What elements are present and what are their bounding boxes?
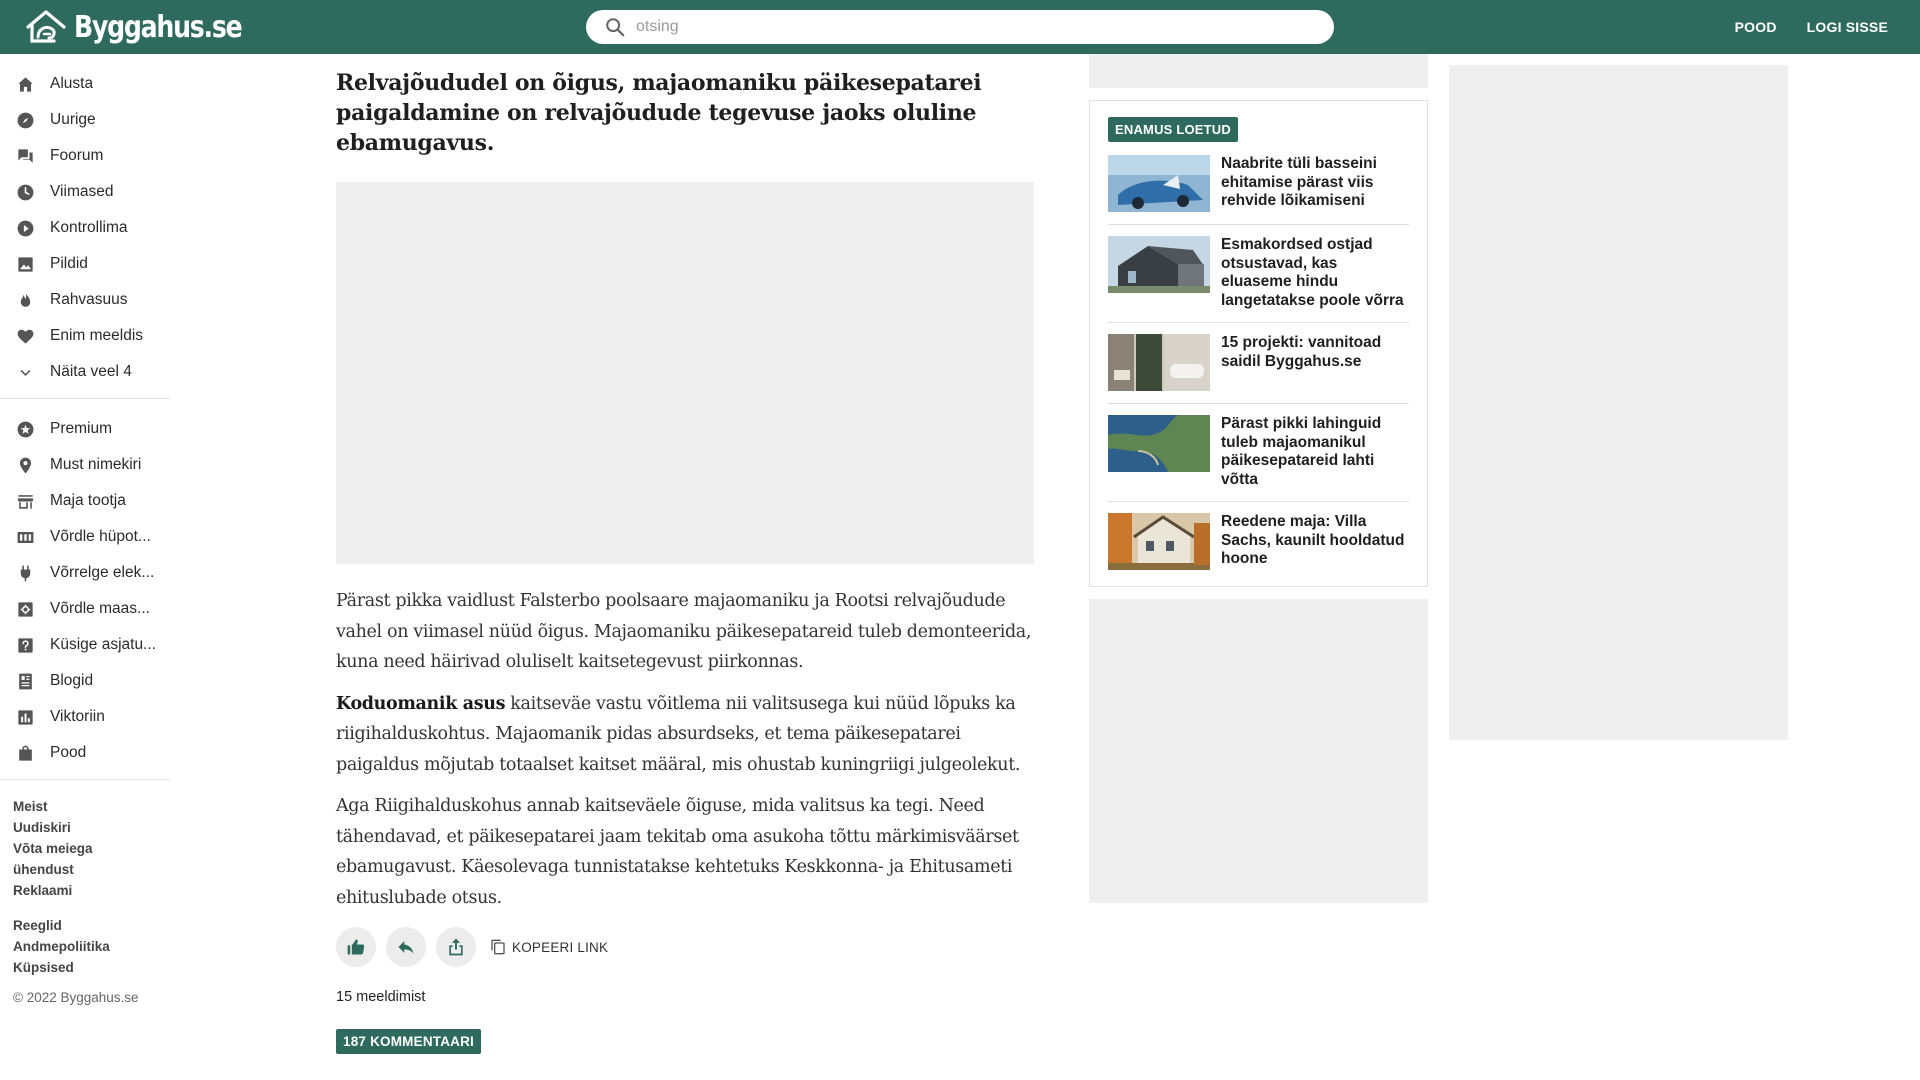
like-button[interactable] — [336, 927, 376, 967]
likes-count: 15 meeldimist — [336, 989, 426, 1005]
sidebar-item-label: Premium — [50, 420, 113, 437]
sidebar-item-vordle-maas[interactable] — [0, 591, 170, 627]
most-read-title: Esmakordsed ostjad otsustavad, kas eluaseme hindu langetatakse poole võrra — [1221, 236, 1404, 309]
most-read-item[interactable] — [1108, 513, 1409, 582]
sidebar-item-label: Võrrelge elek... — [50, 564, 155, 581]
login-link[interactable]: LOGI SISSE — [1806, 19, 1888, 35]
share-icon — [446, 937, 466, 957]
sidebar-item-label: Võrdle maas... — [50, 600, 150, 617]
sidebar-item-label: Maja tootja — [50, 492, 126, 509]
reply-icon — [396, 937, 416, 957]
article-thumbnail — [1108, 513, 1210, 570]
sidebar-item-label: Blogid — [50, 672, 94, 689]
sidebar-item-rahvasuus[interactable] — [0, 282, 170, 318]
heart-icon — [15, 326, 35, 346]
sidebar-item-kontrollima[interactable] — [0, 210, 170, 246]
sidebar — [0, 54, 170, 1005]
sidebar-item-label: Küsige asjatu... — [50, 636, 156, 653]
sidebar-primary — [0, 54, 170, 399]
search-input[interactable] — [636, 18, 1316, 36]
article-thumbnail — [1108, 155, 1210, 212]
flame-icon — [15, 290, 35, 310]
footer-link-meist[interactable]: Meist — [13, 799, 48, 814]
sidebar-item-kusige-asjatu[interactable] — [0, 627, 170, 663]
ad-placeholder-bottom — [1089, 599, 1428, 903]
plug-icon — [15, 563, 35, 583]
article-paragraph-text: kaitseväe vastu võitlema nii valitsusega kui nüüd lõpuks ka riigihalduskohtus. Majaomanik pidas absurdseks, et tema päikesepatarei paigaldus mõjutab totaalset kaitset määral, mis ohustab kuningriigi julgeolekut. — [336, 693, 1021, 775]
question-icon — [15, 635, 35, 655]
compare-icon — [15, 527, 35, 547]
sidebar-item-label: Võrdle hüpot... — [50, 528, 151, 545]
sidebar-item-label: Pildid — [50, 255, 88, 272]
sidebar-item-viktoriin[interactable] — [0, 699, 170, 735]
most-read-tag: ENAMUS LOETUD — [1108, 117, 1238, 142]
sidebar-item-alusta[interactable] — [0, 66, 170, 102]
footer-link-uhendust[interactable]: ühendust — [13, 862, 74, 877]
chevron-down-icon — [15, 362, 35, 382]
footer-link-vota-meiega[interactable]: Võta meiega — [13, 841, 93, 856]
most-read-item[interactable] — [1108, 334, 1409, 404]
article-thumbnail — [1108, 236, 1210, 293]
article — [336, 54, 1034, 1054]
ad-placeholder-top — [1089, 54, 1428, 88]
image-icon — [15, 254, 35, 274]
copy-icon — [490, 939, 506, 955]
sidebar-item-label: Uurige — [50, 111, 96, 128]
most-read-item[interactable] — [1108, 415, 1409, 502]
sidebar-secondary — [0, 399, 170, 780]
sidebar-item-premium[interactable] — [0, 411, 170, 447]
article-image-placeholder — [336, 182, 1034, 564]
pin-icon — [15, 455, 35, 475]
article-actions — [336, 927, 1034, 967]
footer-link-kupsised[interactable]: Küpsised — [13, 960, 74, 975]
sidebar-item-pildid[interactable] — [0, 246, 170, 282]
sidebar-item-label: Pood — [50, 744, 87, 761]
sidebar-item-viimased[interactable] — [0, 174, 170, 210]
search-bar[interactable] — [586, 10, 1334, 44]
right-column — [1089, 54, 1428, 903]
sidebar-item-label: Kontrollima — [50, 219, 128, 236]
thumbs-up-icon — [346, 937, 366, 957]
sidebar-item-label: Rahvasuus — [50, 291, 128, 308]
article-lead-bold: Koduomanik asus — [336, 693, 506, 714]
article-thumbnail — [1108, 334, 1210, 391]
most-read-list — [1108, 155, 1409, 582]
sidebar-item-label: Foorum — [50, 147, 104, 164]
star-icon — [15, 419, 35, 439]
article-paragraph: Aga Riigihalduskohus annab kaitseväele õiguse, mida valitsus ka tegi. Need tähendavad, et päikesepatarei jaam tekitab oma asukoha tõttu märkimisväärset ebamugavust. Käesolevaga tunnistatakse kehtetuks Keskkonna- ja Ehitusameti ehituslubade otsus. — [336, 796, 1019, 908]
sidebar-item-show-more[interactable] — [0, 354, 170, 390]
bar-chart-icon — [15, 707, 35, 727]
top-bar — [0, 0, 1920, 54]
article-headline: Relvajõududel on õigus, majaomaniku päikesepatarei paigaldamine on relvajõudude tegevuse jaoks oluline ebamugavus. — [336, 70, 982, 156]
most-read-title: 15 projekti: vannitoad saidil Byggahus.se — [1221, 334, 1382, 370]
sidebar-item-must-nimekiri[interactable] — [0, 447, 170, 483]
sidebar-item-label: Viktoriin — [50, 708, 105, 725]
home-icon — [15, 74, 35, 94]
copy-link-label: KOPEERI LINK — [512, 939, 609, 955]
ad-placeholder-right — [1449, 65, 1788, 740]
sidebar-item-label: Must nimekiri — [50, 456, 142, 473]
play-icon — [15, 218, 35, 238]
most-read-item[interactable] — [1108, 236, 1409, 323]
compass-icon — [15, 110, 35, 130]
sidebar-item-label: Viimased — [50, 183, 114, 200]
most-read-title: Naabrite tüli basseini ehitamise pärast viis rehvide lõikamiseni — [1221, 155, 1377, 209]
bag-icon — [15, 743, 35, 763]
logo-text: Byggahus.se — [74, 9, 242, 45]
footer-link-andmepoliitika[interactable]: Andmepoliitika — [13, 939, 110, 954]
sidebar-item-label: Alusta — [50, 75, 94, 92]
footer-link-uudiskiri[interactable]: Uudiskiri — [13, 820, 71, 835]
settings-box-icon — [15, 599, 35, 619]
sidebar-item-enim-meeldis[interactable] — [0, 318, 170, 354]
sidebar-item-label: Näita veel 4 — [50, 363, 132, 380]
clock-icon — [15, 182, 35, 202]
most-read-title: Pärast pikki lahinguid tuleb majaomanikul päikesepatareid lahti võtta — [1221, 415, 1382, 488]
forum-icon — [15, 146, 35, 166]
footer-link-reeglid[interactable]: Reeglid — [13, 918, 62, 933]
article-paragraph — [336, 689, 1034, 781]
article-paragraph: Pärast pikka vaidlust Falsterbo poolsaare majaomaniku ja Rootsi relvajõudude vahel on viimasel nüüd õigus. Majaomaniku päikesepatareid tuleb demonteerida, kuna need häirivad oluliselt kaitsetegevust piirkonnas. — [336, 591, 1032, 672]
sidebar-item-pood[interactable] — [0, 735, 170, 771]
comments-button[interactable]: 187 KOMMENTAARI — [336, 1029, 481, 1054]
site-logo[interactable] — [24, 4, 273, 50]
sidebar-item-vordle-hupot[interactable] — [0, 519, 170, 555]
sidebar-item-vorrelge-elek[interactable] — [0, 555, 170, 591]
reply-button[interactable] — [386, 927, 426, 967]
search-icon — [604, 16, 626, 38]
sidebar-item-uurige[interactable] — [0, 102, 170, 138]
most-read-box — [1089, 100, 1428, 587]
footer-link-reklaami[interactable]: Reklaami — [13, 883, 73, 898]
most-read-item[interactable] — [1108, 155, 1409, 225]
article-thumbnail — [1108, 415, 1210, 472]
store-icon — [15, 491, 35, 511]
copy-link-button[interactable] — [490, 939, 608, 955]
copyright: © 2022 Byggahus.se — [13, 990, 139, 1005]
blog-icon — [15, 671, 35, 691]
most-read-title: Reedene maja: Villa Sachs, kaunilt hooldatud hoone — [1221, 513, 1405, 567]
article-body — [336, 586, 1034, 913]
header-links — [1735, 0, 1888, 54]
house-logo-icon — [24, 7, 68, 47]
sidebar-item-maja-tootja[interactable] — [0, 483, 170, 519]
sidebar-footer-links — [0, 780, 170, 978]
sidebar-item-blogid[interactable] — [0, 663, 170, 699]
sidebar-item-foorum[interactable] — [0, 138, 170, 174]
share-button[interactable] — [436, 927, 476, 967]
shop-link[interactable]: POOD — [1734, 19, 1777, 35]
sidebar-item-label: Enim meeldis — [50, 327, 144, 344]
